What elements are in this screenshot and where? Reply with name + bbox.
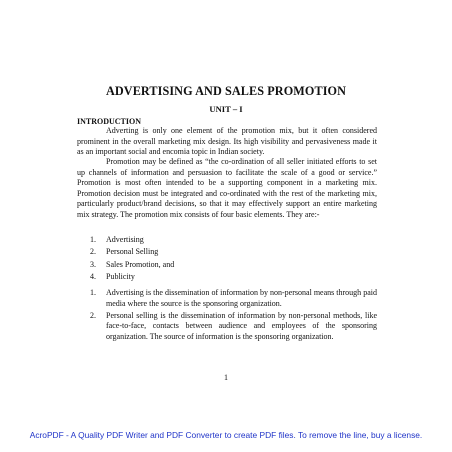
acropdf-watermark-link[interactable]: AcroPDF - A Quality PDF Writer and PDF Converter to create PDF files. To remove the line, buy a license. (29, 430, 423, 440)
list-item: 4. Publicity (90, 271, 135, 281)
list-item: 3. Sales Promotion, and (90, 259, 175, 269)
document-title: ADVERTISING AND SALES PROMOTION (105, 84, 347, 98)
definition-item: 2. Personal selling is the dissemination of information by non-personal methods, like face-to-face, contacts between audience and employees of the sponsoring organization. The source of information is the sponsoring organization. (90, 310, 377, 342)
definitions-list (90, 288, 377, 344)
list-item: 1. Advertising (90, 235, 144, 244)
paragraph-promotion: Promotion may be defined as “the co-ordination of all seller initiated efforts to set up channels of information and persuasion to facilitate the scale of a good or service.” Promotion is most often intended to be a supporting component in a marketing mix. Promotion decision must be integrated and co-ordinated with the rest of the marketing mix, particularly product/brand decisions, so that it may effectively support an entire marketing mix strategy. The promotion mix consists of four basic elements. They are:- (77, 157, 377, 219)
page-number: 1 (224, 373, 228, 382)
section-heading: INTRODUCTION (77, 117, 142, 126)
watermark-footer (0, 430, 452, 440)
unit-heading: UNIT – I (209, 104, 243, 114)
definition-item: 1. Advertising is the dissemination of information by non-personal means through paid media where the source is the sponsoring organization. (90, 288, 377, 308)
list-item: 2. Personal Selling (90, 247, 159, 257)
paragraph-intro: Adverting is only one element of the promotion mix, but it often considered prominent in the overall marketing mix design. Its high visibility and pervasiveness made it as an important social and encomia topic in Indian society. (77, 126, 377, 157)
basic-elements-list (90, 234, 174, 283)
